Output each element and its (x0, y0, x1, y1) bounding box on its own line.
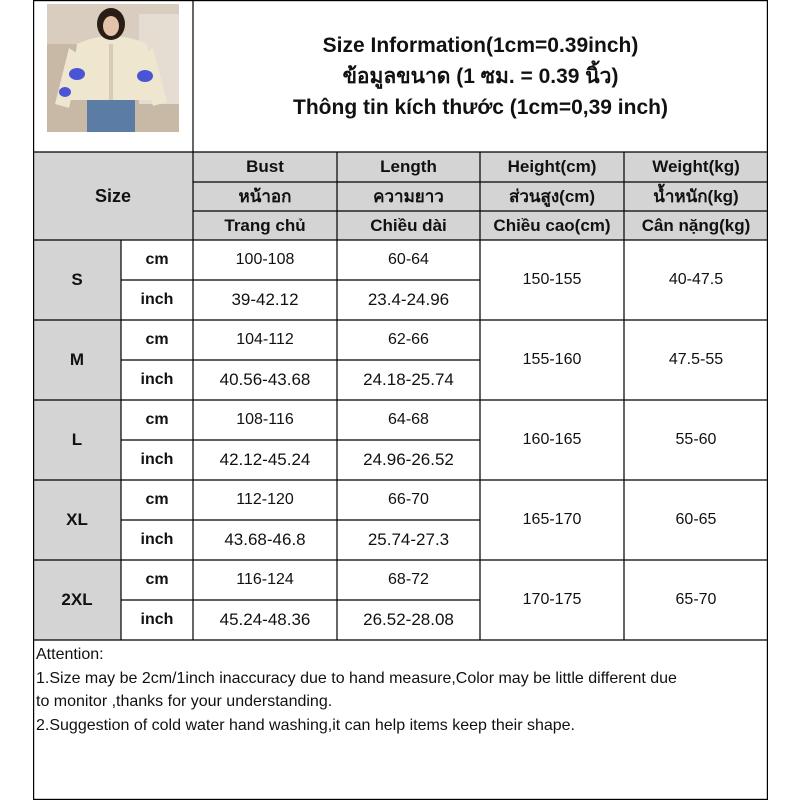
unit-inch: inch (140, 531, 174, 548)
bust-inch: 40.56-43.68 (219, 370, 311, 389)
unit-inch: inch (140, 371, 174, 388)
size-label-m: M (69, 350, 85, 369)
attention-heading: Attention: (36, 646, 104, 663)
length-inch: 24.18-25.74 (363, 370, 454, 389)
weight-range: 47.5-55 (668, 351, 724, 368)
size-label-s: S (71, 270, 83, 289)
header-height-vi: Chiều cao(cm) (493, 215, 611, 235)
length-cm: 66-70 (388, 491, 429, 508)
attention-note-1: 1.Size may be 2cm/1inch inaccuracy due to hand measure,Color may be little different due (36, 670, 677, 687)
height-range: 160-165 (522, 431, 582, 448)
header-height-en: Height(cm) (507, 157, 597, 176)
header-size: Size (94, 185, 132, 206)
bust-inch: 43.68-46.8 (224, 530, 306, 549)
bust-inch: 39-42.12 (231, 290, 299, 309)
length-inch: 25.74-27.3 (367, 530, 450, 549)
height-range: 165-170 (522, 511, 582, 528)
height-range: 155-160 (522, 351, 582, 368)
size-label-l: L (71, 430, 83, 449)
weight-range: 40-47.5 (668, 271, 724, 288)
bust-cm: 116-124 (236, 571, 294, 588)
header-length-en: Length (380, 157, 437, 176)
title-vietnamese: Thông tin kích thước (1cm=0,39 inch) (293, 95, 668, 119)
length-inch: 24.96-26.52 (363, 450, 454, 469)
weight-range: 55-60 (675, 431, 717, 448)
bust-inch: 42.12-45.24 (219, 450, 311, 469)
bust-cm: 100-108 (235, 251, 295, 268)
table-grid (33, 0, 768, 800)
unit-inch: inch (140, 451, 174, 468)
header-bust-th: หน้าอก (238, 187, 292, 206)
length-cm: 64-68 (388, 411, 429, 428)
header-height-th: ส่วนสูง(cm) (508, 187, 596, 206)
length-inch: 26.52-28.08 (363, 610, 454, 629)
height-range: 150-155 (522, 271, 582, 288)
weight-range: 60-65 (675, 511, 717, 528)
unit-inch: inch (140, 291, 174, 308)
unit-cm: cm (145, 411, 169, 428)
header-length-vi: Chiều dài (370, 215, 447, 235)
header-weight-en: Weight(kg) (652, 157, 740, 176)
unit-cm: cm (145, 331, 169, 348)
header-weight-vi: Cân nặng(kg) (641, 215, 751, 235)
size-label-xl: XL (66, 510, 88, 529)
bust-inch: 45.24-48.36 (219, 610, 311, 629)
length-cm: 60-64 (388, 251, 429, 268)
bust-cm: 104-112 (236, 331, 294, 348)
unit-cm: cm (145, 491, 169, 508)
attention-note-2: 2.Suggestion of cold water hand washing,it can help items keep their shape. (36, 717, 575, 734)
title-thai: ข้อมูลขนาด (1 ซม. = 0.39 นิ้ว) (342, 64, 619, 88)
bust-cm: 108-116 (236, 411, 294, 428)
size-chart-sheet (33, 0, 768, 800)
header-bust-vi: Trang chủ (224, 215, 306, 235)
bust-cm: 112-120 (236, 491, 294, 508)
length-inch: 23.4-24.96 (367, 290, 450, 309)
unit-inch: inch (140, 611, 174, 628)
size-label-2xl: 2XL (61, 590, 93, 609)
height-range: 170-175 (522, 591, 582, 608)
weight-range: 65-70 (675, 591, 717, 608)
length-cm: 68-72 (388, 571, 429, 588)
header-bust-en: Bust (246, 157, 284, 176)
unit-cm: cm (145, 571, 169, 588)
title-english: Size Information(1cm=0.39inch) (322, 33, 639, 57)
unit-cm: cm (145, 251, 169, 268)
header-length-th: ความยาว (373, 187, 444, 206)
length-cm: 62-66 (388, 331, 429, 348)
attention-note-1-cont: to monitor ,thanks for your understanding. (36, 693, 333, 710)
header-weight-th: น้ำหนัก(kg) (653, 187, 739, 206)
